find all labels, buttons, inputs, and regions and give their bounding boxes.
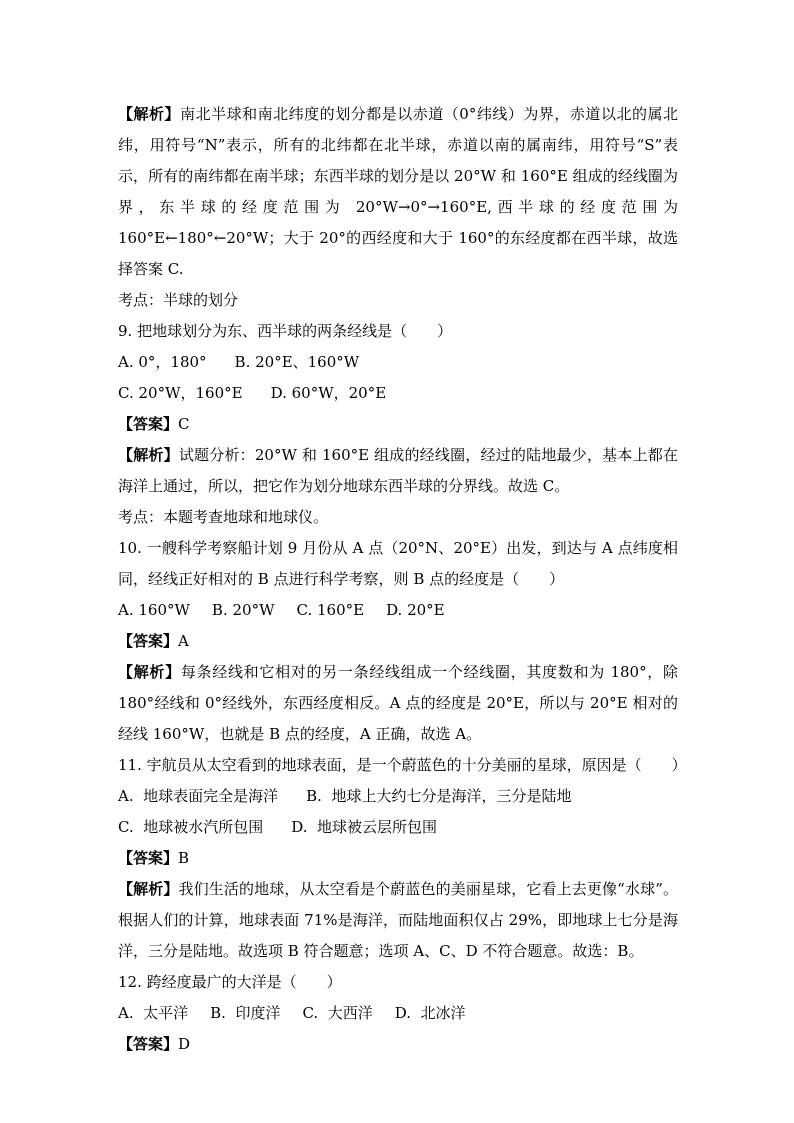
- answer-tag: 【答案】: [118, 1035, 179, 1053]
- option-d: D. 北冰洋: [394, 1004, 466, 1022]
- option-b: B. 地球上大约七分是海洋，三分是陆地: [306, 787, 572, 805]
- question-11-analysis: [118, 874, 678, 967]
- analysis-tag: 【解析】: [118, 105, 181, 123]
- answer-tag: 【答案】: [118, 415, 179, 433]
- question-9-stem: 9. 把地球划分为东、西半球的两条经线是（ ）: [118, 322, 453, 340]
- analysis-tag: 【解析】: [118, 446, 179, 464]
- question-10-analysis: [118, 657, 678, 750]
- answer-value: B: [178, 849, 190, 867]
- question-9-kaodian: 考点：本题考查地球和地球仪。: [118, 508, 329, 526]
- option-d: D. 地球被云层所包围: [291, 818, 438, 836]
- analysis-tag: 【解析】: [118, 880, 179, 898]
- option-c: C. 大西洋: [302, 1004, 373, 1022]
- option-c: C. 20°W，160°E: [118, 384, 243, 402]
- question-9-options-row-1: [118, 347, 678, 378]
- option-a: A. 0°，180°: [118, 353, 207, 371]
- kaodian-line: 考点：半球的划分: [118, 291, 239, 309]
- question-12-options: [118, 998, 678, 1029]
- option-d: D. 60°W，20°E: [270, 384, 387, 402]
- option-d: D. 20°E: [386, 601, 445, 619]
- question-9-options-row-2: [118, 378, 678, 409]
- question-11-options-row-2: [118, 812, 678, 843]
- option-b: B. 20°W: [211, 601, 275, 619]
- question-11-answer: [118, 843, 678, 874]
- answer-tag: 【答案】: [118, 849, 179, 867]
- question-9-answer: [118, 409, 678, 440]
- analysis-tag: 【解析】: [118, 663, 181, 681]
- analysis-paragraph-hemisphere: [118, 99, 678, 285]
- option-b: B. 20°E、160°W: [234, 353, 360, 371]
- analysis-text: 我们生活的地球，从太空看是个蔚蓝色的美丽星球，它看上去更像“水球”。根据人们的计算，地球表面 71%是海洋，而陆地面积仅占 29%，即地球上七分是海洋，三分是陆地。故选项 B 符合题意；选项 A、C、D 不符合题意。故选：B。: [118, 880, 678, 960]
- answer-value: C: [178, 415, 190, 433]
- question-9-analysis: [118, 440, 678, 502]
- question-10-answer: [118, 626, 678, 657]
- analysis-text: 南北半球和南北纬度的划分都是以赤道（0°纬线）为界，赤道以北的属北纬，用符号“N”表示，所有的北纬都在北半球，赤道以南的属南纬，用符号“S”表示，所有的南纬都在南半球；东西半球的划分是以 20°W 和 160°E 组成的经线圈为界，东半球的经度范围为 20°W→0°→160°E,西半球的经度范围为 160°E←180°←20°W；大于 20°的西经度和大于 160°的东经度都在西半球，故选择答案 C.: [118, 105, 678, 278]
- option-a: A. 160°W: [118, 601, 190, 619]
- analysis-text: 每条经线和它相对的另一条经线组成一个经线圈，其度数和为 180°，除 180°经线和 0°经线外，东西经度相反。A 点的经度是 20°E，所以与 20°E 相对的经线 160°W，也就是 B 点的经度，A 正确，故选 A。: [118, 663, 678, 743]
- question-12-stem: 12. 跨经度最广的大洋是（ ）: [118, 973, 342, 991]
- option-c: C. 160°E: [296, 601, 365, 619]
- option-a: A. 地球表面完全是海洋: [118, 787, 279, 805]
- question-11-options-row-1: [118, 781, 678, 812]
- option-c: C. 地球被水汽所包围: [118, 818, 264, 836]
- question-11-stem: 11. 宇航员从太空看到的地球表面，是一个蔚蓝色的十分美丽的星球，原因是（ ）: [118, 756, 687, 774]
- document-page: [118, 99, 687, 1060]
- answer-value: A: [178, 632, 189, 650]
- answer-value: D: [178, 1035, 191, 1053]
- option-b: B. 印度洋: [210, 1004, 281, 1022]
- answer-tag: 【答案】: [118, 632, 179, 650]
- question-10-options: [118, 595, 678, 626]
- question-12-answer: [118, 1029, 678, 1060]
- question-10-stem: 10. 一艘科学考察船计划 9 月份从 A 点（20°N、20°E）出发，到达与 A 点纬度相同，经线正好相对的 B 点进行科学考察，则 B 点的经度是（ ）: [118, 539, 678, 588]
- option-a: A. 太平洋: [118, 1004, 189, 1022]
- analysis-text: 试题分析：20°W 和 160°E 组成的经线圈，经过的陆地最少，基本上都在海洋上通过，所以，把它作为划分地球东西半球的分界线。故选 C。: [118, 446, 678, 495]
